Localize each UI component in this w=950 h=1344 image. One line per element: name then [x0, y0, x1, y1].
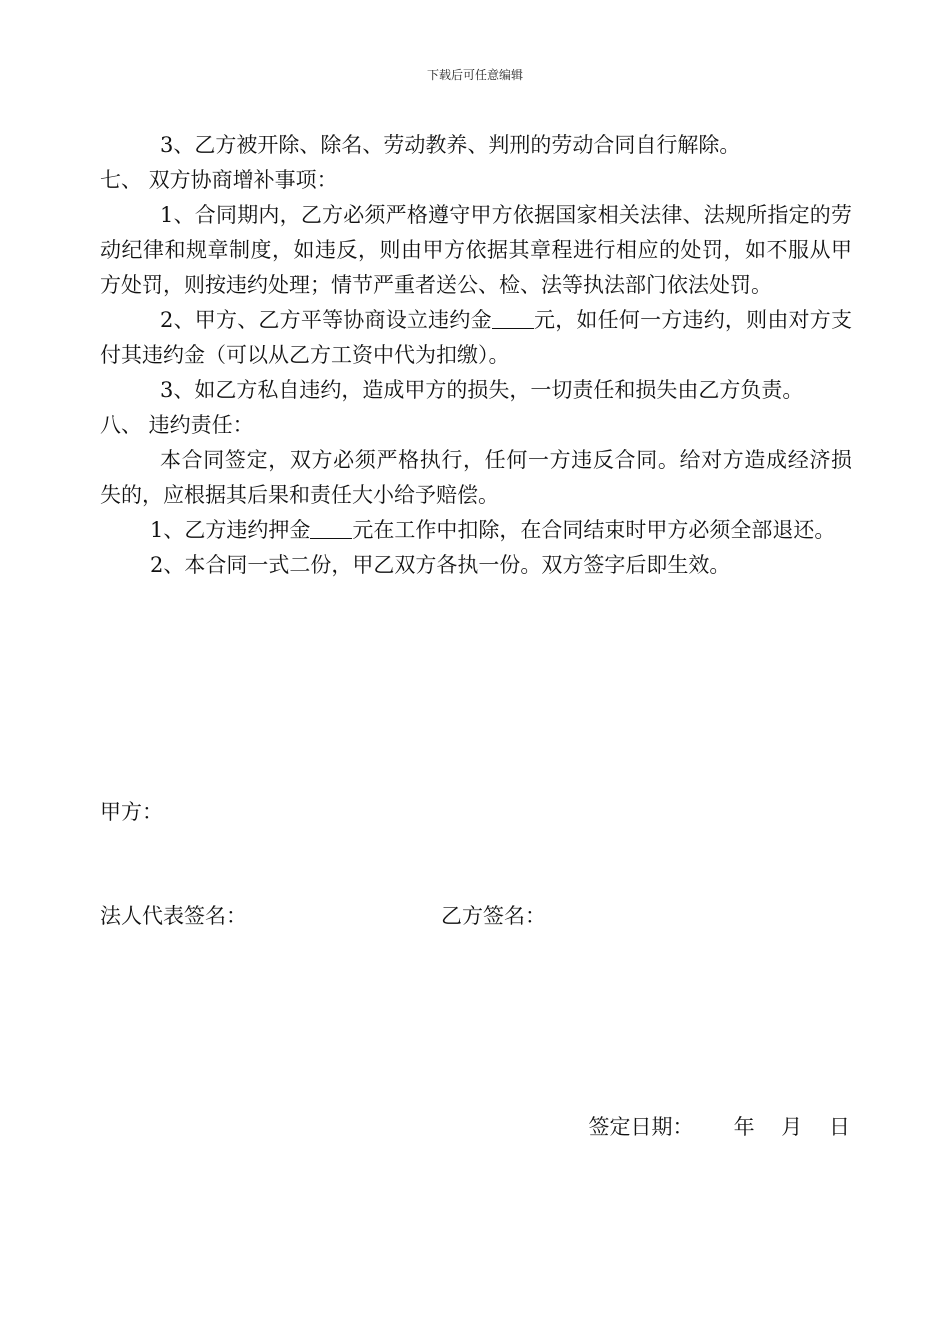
- deposit-amount-blank: [310, 516, 352, 539]
- clause-liability-1: [100, 513, 852, 548]
- clause-supplement-2-text-a: 2、甲方、乙方平等协商设立违约金: [160, 308, 492, 332]
- section-heading-8: 八、 违约责任：: [100, 413, 254, 437]
- clause-liability-2: 2、本合同一式二份，甲乙双方各执一份。双方签字后即生效。: [150, 553, 731, 577]
- legal-rep-signature-label: 法人代表签名：: [100, 904, 247, 928]
- clause-termination-3: 3、乙方被开除、除名、劳动教养、判刑的劳动合同自行解除。: [160, 133, 741, 157]
- clause-liability-1-text-b: 元在工作中扣除，在合同结束时甲方必须全部退还。: [352, 518, 836, 542]
- sign-date-line: [589, 1111, 850, 1141]
- clause-liability-1-text-a: 1、乙方违约押金: [150, 518, 311, 542]
- party-a-label: 甲方：: [100, 800, 163, 824]
- sign-date-month: 月: [781, 1115, 803, 1139]
- party-b-signature-label: 乙方签名：: [441, 904, 546, 928]
- header-note: 下载后可任意编辑: [426, 68, 523, 82]
- section-heading-7: 七、 双方协商增补事项：: [100, 168, 338, 192]
- sign-date-day: 日: [829, 1115, 850, 1139]
- sign-date-year: 年: [733, 1115, 755, 1139]
- clause-supplement-1: 1、合同期内，乙方必须严格遵守甲方依据国家相关法律、法规所指定的劳动纪律和规章制度，如违反，则由甲方依据其章程进行相应的处罚，如不服从甲方处罚，则按违约处理；情节严重者送公、检、法等执法部门依法处罚。: [100, 203, 852, 297]
- penalty-amount-blank: [492, 306, 534, 329]
- clause-supplement-2-text-b: 元，如任何一方违约，则由对方支付其违约金（可以从乙方工资中代为扣缴）。: [100, 308, 852, 367]
- signature-row: [100, 900, 700, 930]
- contract-body: [100, 128, 852, 583]
- clause-supplement-2: [100, 303, 852, 373]
- clause-liability-intro: 本合同签定，双方必须严格执行，任何一方违反合同。给对方造成经济损失的，应根据其后果和责任大小给予赔偿。: [100, 448, 852, 507]
- sign-date-label: 签定日期：: [588, 1115, 694, 1139]
- clause-supplement-3: 3、如乙方私自违约，造成甲方的损失，一切责任和损失由乙方负责。: [160, 378, 804, 402]
